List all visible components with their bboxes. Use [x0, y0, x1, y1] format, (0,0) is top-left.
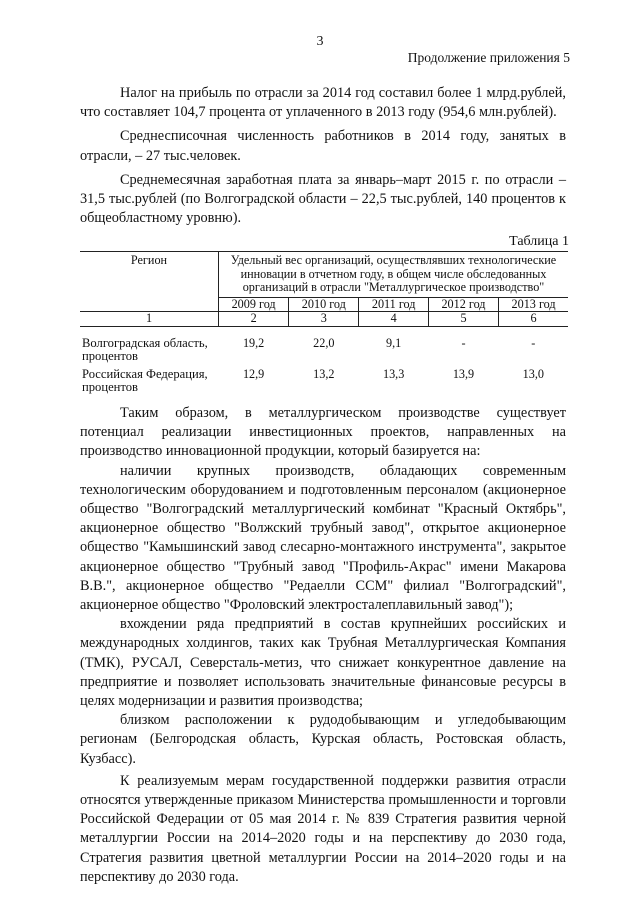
- paragraph-large-enterprises: наличии крупных производств, обладающих современным технологическим оборудованием и подготовленным персоналом (акционерное общество "Волгоградский металлургический комбинат "Красный Октябрь", акционерное общество "Волжский трубный завод", открытое акционерное общество "Камышинский завод слесарно-монтажного инструмента", закрытое акционерное общество "Трубный завод "Профиль-Акрас" имени Макарова В.В.", акционерное общество "Редаелли ССМ" филиал "Волгоградский", акционерное общество "Фроловский электросталеплавильный завод");: [80, 462, 566, 614]
- column-number: 1: [80, 312, 219, 327]
- table-column-numbers-row: [80, 312, 568, 327]
- value-cell: 13,3: [382, 366, 405, 381]
- column-number: 4: [359, 312, 428, 327]
- paragraph-summary: Таким образом, в металлургическом производстве существует потенциал реализации инвестиционных проектов, направленных на производство инновационной продукции, который базируется на:: [80, 405, 566, 460]
- value-cell: 12,9: [242, 366, 265, 381]
- column-number: 2: [219, 312, 289, 327]
- value-cell: 22,0: [313, 335, 335, 350]
- paragraph-salary: Среднемесячная заработная плата за январь–март 2015 г. по отрасли – 31,5 тыс.рублей (по Волгоградской области – 22,5 тыс.рублей, 140 процентов к общеобластному уровню).: [80, 171, 566, 227]
- region-column-header: Регион: [80, 252, 219, 312]
- column-number: 3: [289, 312, 359, 327]
- value-cell: -: [531, 335, 536, 350]
- value-cell: 13,2: [313, 366, 335, 381]
- value-cell: 19,2: [242, 335, 265, 350]
- share-column-header: Удельный вес организаций, осуществлявших технологические инновации в отчетном году, в общем числе обследованных организаций в отрасли "Металлургическое производство": [219, 252, 569, 298]
- intro-section: [80, 84, 566, 233]
- table-caption: Таблица 1: [509, 234, 569, 249]
- table-row: [80, 364, 568, 395]
- region-name: Волгоградская область, процентов: [82, 335, 208, 363]
- value-cell: 13,9: [452, 366, 475, 381]
- table-row: [80, 326, 568, 364]
- year-header: 2011 год: [359, 297, 428, 312]
- column-number: 6: [499, 312, 568, 327]
- paragraph-state-support: К реализуемым мерам государственной поддержки развития отрасли относятся утвержденные приказом Министерства промышленности и торговли Российской Федерации от 05 мая 2014 г. № 839 Стратегия развития черной металлургии России на 2014–2020 годы и на перспективу до 2030 года, Стратегия развития цветной металлургии России на 2014–2020 годы и на перспективу до 2030 года.: [80, 772, 566, 885]
- appendix-continuation-note: Продолжение приложения 5: [407, 50, 570, 65]
- year-header: 2010 год: [289, 297, 359, 312]
- innovation-table: [80, 251, 568, 395]
- value-cell: 13,0: [522, 366, 544, 381]
- value-cell: -: [461, 335, 466, 350]
- paragraph-holdings: вхождении ряда предприятий в состав крупнейших российских и международных холдингов, таких как Трубная Металлургическая Компания (ТМК), РУСАЛ, Северсталь-метиз, что снижает конкурентное давление на предприятие и позволяет использовать значительные финансовые ресурсы в целях модернизации и развития производства;: [80, 616, 566, 710]
- paragraph-employees: Среднесписочная численность работников в 2014 году, занятых в отрасли, – 27 тыс.человек.: [80, 128, 566, 164]
- column-number: 5: [428, 312, 498, 327]
- year-header: 2013 год: [499, 297, 568, 312]
- year-header: 2009 год: [219, 297, 289, 312]
- paragraph-profit-tax: Налог на прибыль по отрасли за 2014 год составил более 1 млрд.рублей, что составляет 104,7 процента от уплаченного в 2013 году (954,6 млн.рублей).: [80, 85, 566, 121]
- paragraph-proximity: близком расположении к рудодобывающим и угледобывающим регионам (Белгородская область, Курская область, Ростовская область, Кузбасс).: [80, 712, 566, 767]
- year-header: 2012 год: [428, 297, 498, 312]
- page-number: 3: [316, 34, 324, 49]
- conclusion-section: [80, 404, 566, 887]
- value-cell: 9,1: [386, 335, 402, 350]
- region-name: Российская Федерация, процентов: [82, 366, 208, 394]
- table-header-row: [80, 252, 568, 298]
